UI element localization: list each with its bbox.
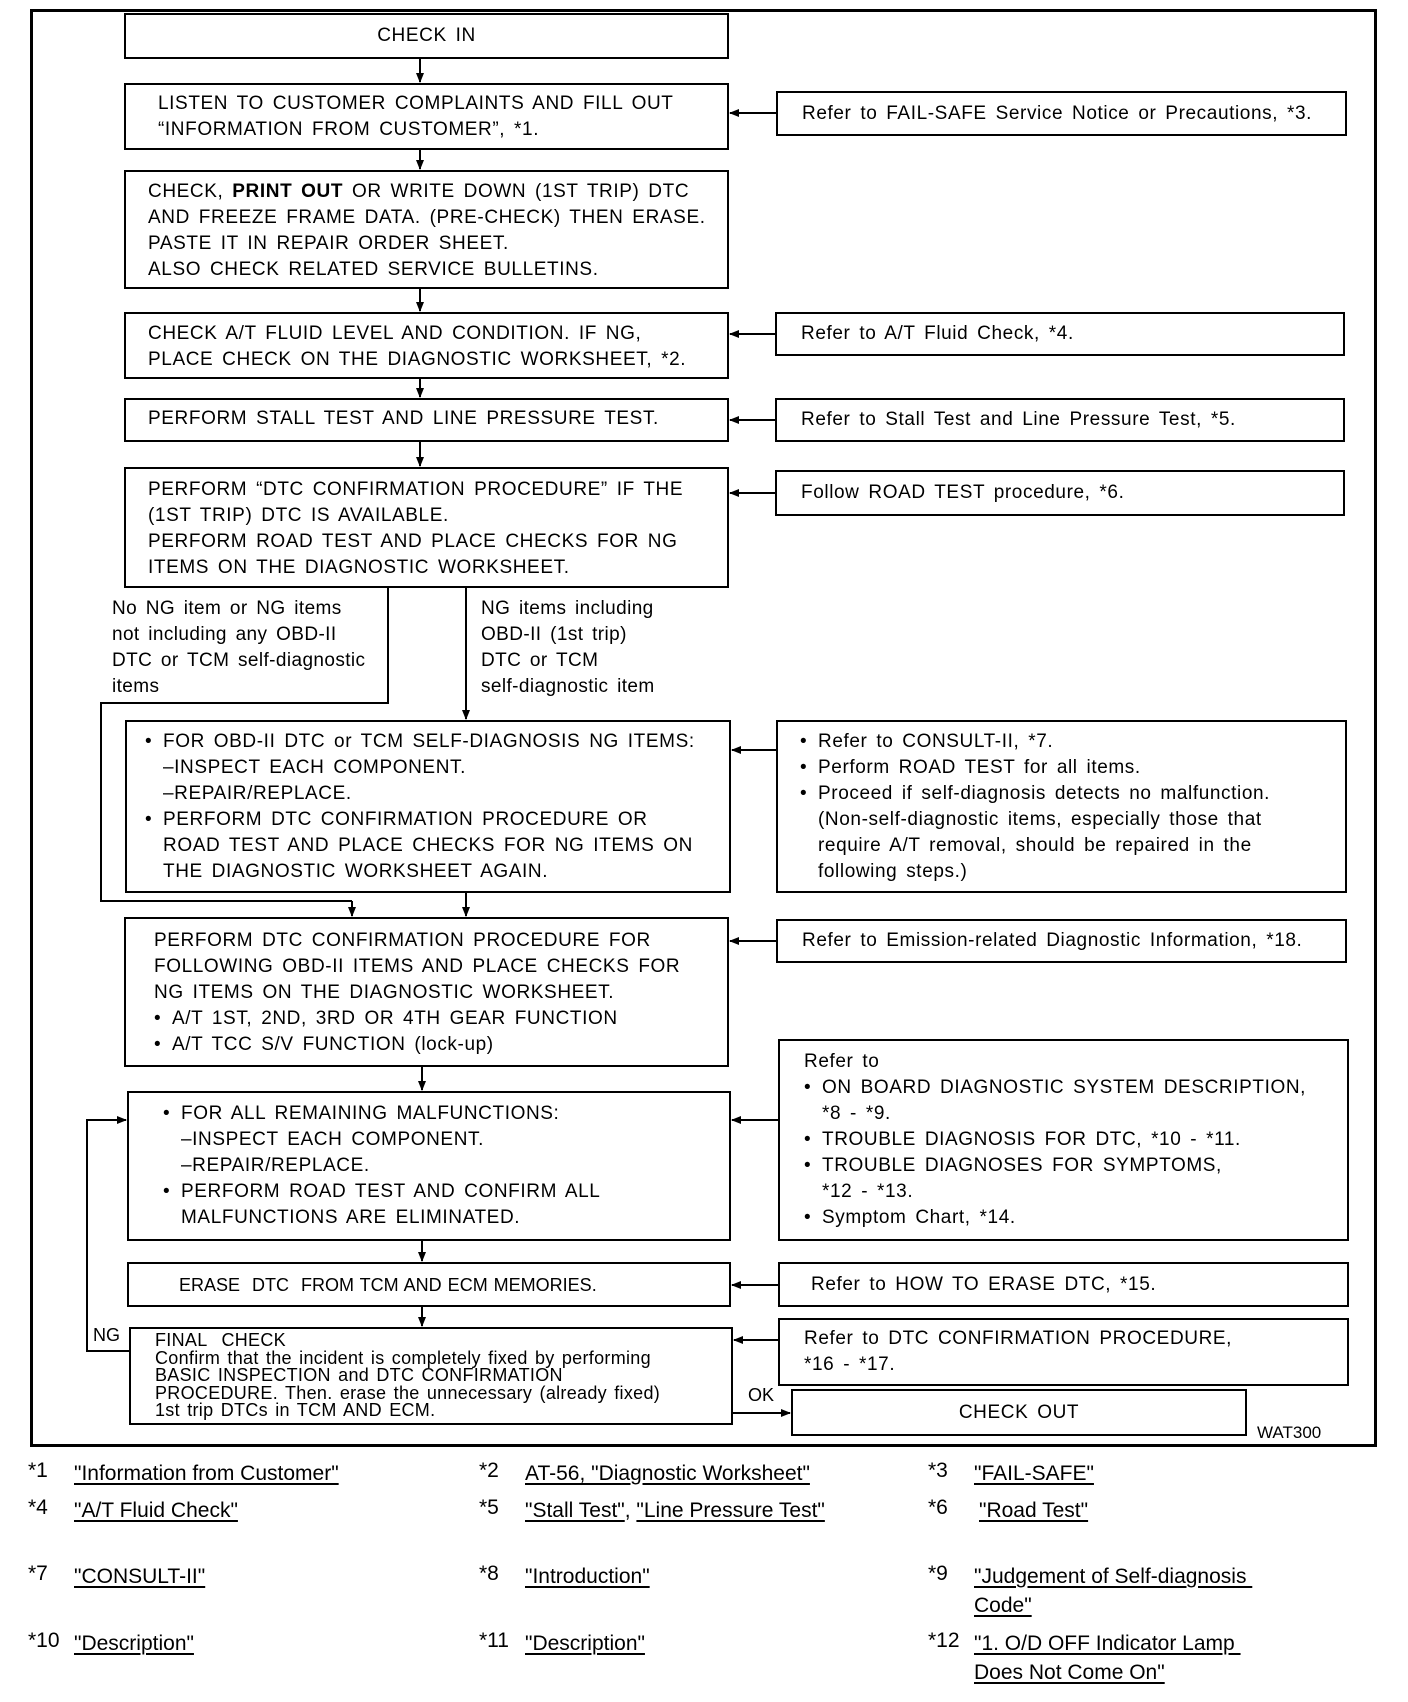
- footnote-link[interactable]: "Introduction": [525, 1565, 650, 1588]
- ref-fluid-check: [775, 312, 1345, 356]
- step-dtc-line: (1ST TRIP) DTC IS AVAILABLE.: [148, 504, 449, 526]
- footnote-link[interactable]: "Information from Customer": [74, 1462, 339, 1485]
- step-dtc-confirmation: [124, 467, 729, 588]
- obd-sub: –REPAIR/REPLACE.: [163, 782, 352, 804]
- footnote-link[interactable]: Does Not Come On": [974, 1661, 1165, 1684]
- footnote-link[interactable]: AT-56, "Diagnostic Worksheet": [525, 1462, 810, 1485]
- ref-dtc-line: Refer to DTC CONFIRMATION PROCEDURE,: [804, 1328, 1233, 1349]
- final-line: FINAL CHECK: [155, 1330, 286, 1350]
- footnote-num: *7: [28, 1562, 48, 1585]
- ref-consult-bullet: • Refer to CONSULT-II, *7.: [796, 729, 1270, 755]
- remaining-bullet: • PERFORM ROAD TEST AND CONFIRM ALL: [159, 1179, 600, 1205]
- remaining-sub: –REPAIR/REPLACE.: [181, 1155, 370, 1176]
- step-stall-label: PERFORM STALL TEST AND LINE PRESSURE TEST.: [148, 408, 659, 429]
- step-listen: [124, 83, 729, 150]
- step-print-out-line: ALSO CHECK RELATED SERVICE BULLETINS.: [148, 258, 599, 280]
- step-print-out-line: PASTE IT IN REPAIR ORDER SHEET.: [148, 232, 509, 254]
- obd-sub: –INSPECT EACH COMPONENT.: [163, 756, 466, 778]
- footnote-12: [928, 1629, 1241, 1687]
- ref-consult-cont: require A/T removal, should be repaired in the: [818, 834, 1252, 856]
- ref-stall-test: [775, 398, 1345, 442]
- final-line: 1st trip DTCs in TCM AND ECM.: [155, 1400, 436, 1420]
- ref-emission: [776, 919, 1347, 963]
- step-check-in: [124, 13, 729, 59]
- obd-confirm-bullet: • A/T TCC S/V FUNCTION (lock-up): [150, 1032, 680, 1058]
- obd-bullet-cont: THE DIAGNOSTIC WORKSHEET AGAIN.: [163, 860, 549, 882]
- branch-right-line: NG items including: [481, 598, 654, 619]
- footnote-8: [479, 1562, 650, 1591]
- footnote-link[interactable]: "Description": [74, 1632, 194, 1655]
- ref-list-heading: Refer to: [804, 1051, 880, 1072]
- ref-erase-label: Refer to HOW TO ERASE DTC, *15.: [811, 1273, 1157, 1295]
- obd-confirm-line: PERFORM DTC CONFIRMATION PROCEDURE FOR: [154, 930, 651, 951]
- obd-confirm-bullet: • A/T 1ST, 2ND, 3RD OR 4TH GEAR FUNCTION: [150, 1006, 680, 1032]
- ref-road-test: [775, 470, 1345, 516]
- footnote-4: [28, 1496, 238, 1525]
- final-line: BASIC INSPECTION and DTC CONFIRMATION: [155, 1365, 563, 1385]
- footnote-num: *3: [928, 1459, 948, 1482]
- ref-stall-label: Refer to Stall Test and Line Pressure Test, *5.: [801, 409, 1236, 430]
- footnote-num: *1: [28, 1459, 48, 1482]
- footnote-num: *11: [479, 1629, 509, 1652]
- step-fluid-check: [124, 312, 729, 379]
- step-listen-line: “INFORMATION FROM CUSTOMER”, *1.: [158, 118, 540, 140]
- obd-bullet-cont: ROAD TEST AND PLACE CHECKS FOR NG ITEMS ON: [163, 834, 693, 856]
- ref-road-label: Follow ROAD TEST procedure, *6.: [801, 482, 1125, 503]
- ng-loop-label: NG: [93, 1325, 120, 1345]
- step-listen-line: LISTEN TO CUSTOMER COMPLAINTS AND FILL OUT: [158, 92, 674, 114]
- branch-label-ng-obd: [481, 596, 655, 700]
- footnote-6: [928, 1496, 1088, 1525]
- branch-label-no-ng: [112, 596, 365, 700]
- step-final-check: [129, 1327, 733, 1425]
- remaining-bullet-cont: MALFUNCTIONS ARE ELIMINATED.: [181, 1207, 521, 1228]
- step-obd-confirmation: [124, 917, 729, 1067]
- footnote-link[interactable]: "Road Test": [979, 1499, 1089, 1522]
- footnote-link[interactable]: "Line Pressure Test": [636, 1499, 825, 1522]
- ref-list-item: • TROUBLE DIAGNOSIS FOR DTC, *10 - *11.: [800, 1127, 1306, 1153]
- step-print-out-bold: PRINT OUT: [232, 180, 344, 202]
- footnote-link[interactable]: "Judgement of Self-diagnosis: [974, 1565, 1253, 1588]
- footnote-2: [479, 1459, 810, 1488]
- step-dtc-line: PERFORM “DTC CONFIRMATION PROCEDURE” IF THE: [148, 478, 684, 500]
- figure-id: WAT300: [1257, 1423, 1322, 1442]
- branch-right-line: DTC or TCM: [481, 650, 599, 671]
- step-obd-ng-items: [125, 720, 731, 893]
- ref-erase-dtc: [778, 1262, 1349, 1307]
- obd-confirm-line: NG ITEMS ON THE DIAGNOSTIC WORKSHEET.: [154, 982, 615, 1003]
- step-print-out-pre: CHECK,: [148, 180, 233, 202]
- ref-dtc-confirmation: [778, 1318, 1349, 1386]
- step-print-out-line: AND FREEZE FRAME DATA. (PRE-CHECK) THEN ERASE.: [148, 206, 706, 228]
- ok-label: OK: [748, 1385, 775, 1405]
- ref-fluid-label: Refer to A/T Fluid Check, *4.: [801, 323, 1074, 344]
- branch-right-line: OBD-II (1st trip): [481, 624, 627, 645]
- branch-left-line: DTC or TCM self-diagnostic: [112, 650, 366, 671]
- footnote-num: *2: [479, 1459, 499, 1482]
- ref-consult-cont: following steps.): [818, 860, 968, 882]
- footnote-link[interactable]: "1. O/D OFF Indicator Lamp: [974, 1632, 1241, 1655]
- footnote-num: *10: [28, 1629, 60, 1652]
- footnote-num: *9: [928, 1562, 948, 1585]
- ref-consult-cont: (Non-self-diagnostic items, especially those that: [818, 808, 1262, 830]
- ref-failsafe-label: Refer to FAIL-SAFE Service Notice or Precautions, *3.: [802, 102, 1313, 124]
- ref-diagnosis-list: [778, 1039, 1349, 1241]
- footnote-1: [28, 1459, 339, 1488]
- step-fluid-line: PLACE CHECK ON THE DIAGNOSTIC WORKSHEET, *2.: [148, 348, 687, 370]
- footnote-link[interactable]: "FAIL-SAFE": [974, 1462, 1094, 1485]
- ref-failsafe: [776, 91, 1347, 136]
- step-dtc-line: ITEMS ON THE DIAGNOSTIC WORKSHEET.: [148, 556, 570, 578]
- footnote-7: [28, 1562, 205, 1591]
- step-erase-label: ERASE DTC FROM TCM AND ECM MEMORIES.: [179, 1274, 597, 1295]
- step-erase-dtc: [127, 1262, 731, 1307]
- ref-consult: [776, 720, 1347, 893]
- remaining-bullet: • FOR ALL REMAINING MALFUNCTIONS:: [159, 1101, 600, 1127]
- branch-right-line: self-diagnostic item: [481, 676, 655, 697]
- ref-list-item: • ON BOARD DIAGNOSTIC SYSTEM DESCRIPTION,: [800, 1075, 1306, 1101]
- ref-list-cont: *8 - *9.: [822, 1103, 891, 1124]
- ref-consult-bullet: • Perform ROAD TEST for all items.: [796, 755, 1270, 781]
- branch-left-line: not including any OBD-II: [112, 624, 337, 645]
- footnote-5: [479, 1496, 825, 1525]
- step-check-out: [791, 1389, 1247, 1436]
- obd-bullet: • PERFORM DTC CONFIRMATION PROCEDURE OR: [141, 807, 695, 833]
- ref-emission-label: Refer to Emission-related Diagnostic Information, *18.: [802, 930, 1303, 951]
- remaining-sub: –INSPECT EACH COMPONENT.: [181, 1129, 484, 1150]
- footnote-num: *4: [28, 1496, 48, 1519]
- footnote-11: [479, 1629, 645, 1658]
- step-check-in-label: CHECK IN: [377, 25, 476, 46]
- footnote-num: *12: [928, 1629, 960, 1652]
- footnote-3: [928, 1459, 1094, 1488]
- footnote-num: *6: [928, 1496, 948, 1519]
- footnote-link[interactable]: "A/T Fluid Check": [74, 1499, 238, 1522]
- branch-left-line: No NG item or NG items: [112, 598, 342, 619]
- step-fluid-line: CHECK A/T FLUID LEVEL AND CONDITION. IF NG,: [148, 322, 642, 344]
- footnote-10: [28, 1629, 194, 1658]
- obd-confirm-line: FOLLOWING OBD-II ITEMS AND PLACE CHECKS FOR: [154, 956, 681, 977]
- step-print-out: [124, 170, 729, 289]
- ref-dtc-line: *16 - *17.: [804, 1354, 896, 1375]
- footnote-link[interactable]: Code": [974, 1594, 1032, 1617]
- footnote-9: [928, 1562, 1252, 1620]
- step-print-out-post: OR WRITE DOWN (1ST TRIP) DTC: [343, 180, 690, 202]
- final-line: PROCEDURE. Then. erase the unnecessary (already fixed): [155, 1382, 661, 1403]
- ref-list-cont: *12 - *13.: [822, 1181, 914, 1202]
- footnote-link[interactable]: "Stall Test": [525, 1499, 625, 1522]
- obd-bullet: • FOR OBD-II DTC or TCM SELF-DIAGNOSIS NG ITEMS:: [141, 729, 695, 755]
- footnote-link[interactable]: "CONSULT-II": [74, 1565, 206, 1588]
- ref-consult-bullet: • Proceed if self-diagnosis detects no malfunction.: [796, 781, 1270, 807]
- footnote-num: *5: [479, 1496, 499, 1519]
- step-stall-test: [124, 398, 729, 442]
- final-line: Confirm that the incident is completely fixed by performing: [155, 1347, 651, 1368]
- step-dtc-line: PERFORM ROAD TEST AND PLACE CHECKS FOR NG: [148, 530, 678, 552]
- footnote-link[interactable]: "Description": [525, 1632, 645, 1655]
- ref-list-item: • Symptom Chart, *14.: [800, 1205, 1306, 1231]
- footnote-sep: ,: [624, 1499, 637, 1522]
- step-check-out-label: CHECK OUT: [958, 1401, 1080, 1423]
- branch-left-line: items: [112, 676, 160, 697]
- ref-list-item: • TROUBLE DIAGNOSES FOR SYMPTOMS,: [800, 1153, 1306, 1179]
- footnote-num: *8: [479, 1562, 499, 1585]
- step-remaining-malfunctions: [127, 1091, 731, 1241]
